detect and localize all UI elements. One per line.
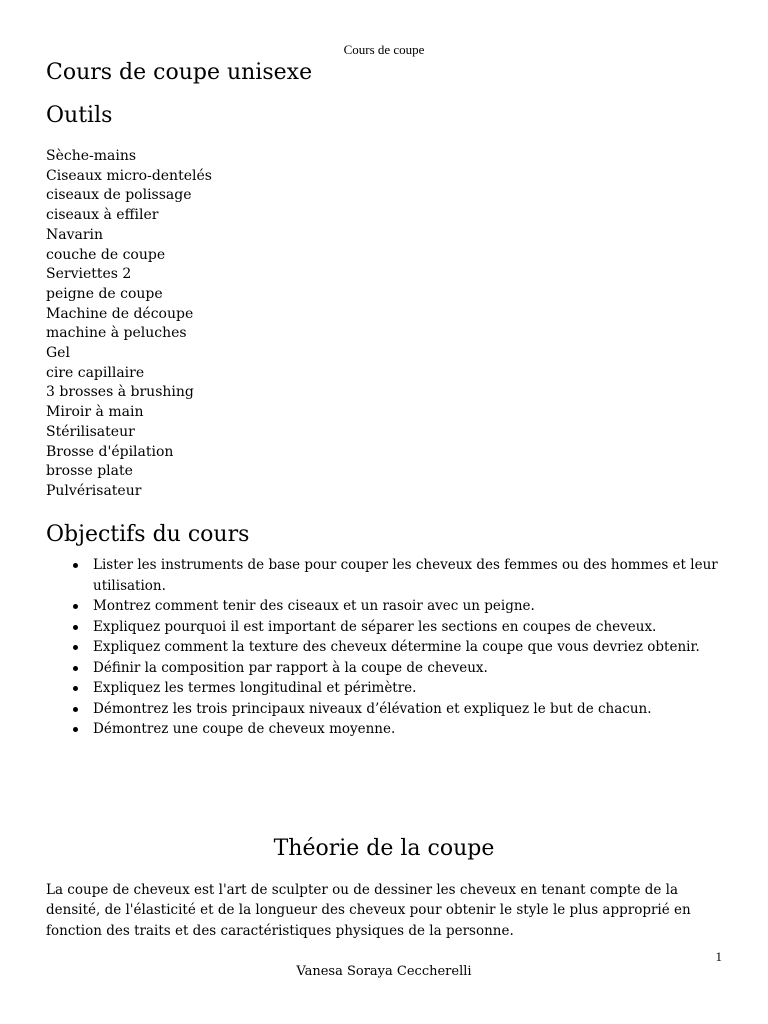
list-item: Démontrez une coupe de cheveux moyenne.	[93, 719, 733, 740]
list-item: Navarin	[46, 226, 104, 243]
tools-heading: Outils	[46, 103, 113, 128]
list-item: Lister les instruments de base pour couper les cheveux des femmes ou des hommes et leur utilisation.	[93, 555, 733, 596]
list-item: Montrez comment tenir des ciseaux et un rasoir avec un peigne.	[93, 596, 733, 617]
list-item: Ciseaux micro-dentelés	[46, 167, 212, 184]
list-item: Serviettes 2	[46, 266, 132, 283]
list-item: Gel	[46, 345, 70, 362]
document-title: Cours de coupe unisexe	[46, 60, 313, 85]
list-item: Sèche-mains	[46, 148, 137, 164]
running-header: Cours de coupe	[343, 42, 425, 57]
list-item: Expliquez pourquoi il est important de séparer les sections en coupes de cheveux.	[93, 617, 733, 638]
list-item: ciseaux de polissage	[46, 187, 192, 204]
list-item: Stérilisateur	[46, 423, 135, 440]
theory-paragraph: La coupe de cheveux est l'art de sculpter ou de dessiner les cheveux en tenant compte de la densité, de l'élasticité et de la longueur des cheveux pour obtenir le style le plus approprié en fonction des traits et des caractéristiques physiques de la personne.	[46, 882, 691, 939]
list-item: cire capillaire	[46, 364, 145, 381]
list-item: Miroir à main	[46, 404, 144, 421]
list-item: couche de coupe	[46, 246, 166, 263]
list-item: machine à peluches	[46, 325, 187, 342]
list-item: Expliquez les termes longitudinal et périmètre.	[93, 678, 733, 699]
list-item: Machine de découpe	[46, 305, 194, 322]
objectives-heading: Objectifs du cours	[46, 522, 250, 547]
list-item: Expliquez comment la texture des cheveux détermine la coupe que vous devriez obtenir.	[93, 637, 733, 658]
objectives-list	[93, 555, 733, 740]
list-item: Définir la composition par rapport à la coupe de cheveux.	[93, 658, 733, 679]
list-item: brosse plate	[46, 463, 133, 480]
list-item: 3 brosses à brushing	[46, 384, 194, 401]
list-item: Démontrez les trois principaux niveaux d’élévation et expliquez le but de chacun.	[93, 699, 733, 720]
page-number: 1	[715, 949, 722, 964]
footer-author: Vanesa Soraya Ceccherelli	[296, 964, 472, 979]
list-item: Brosse d'épilation	[46, 443, 174, 460]
list-item: peigne de coupe	[46, 285, 163, 302]
list-item: Pulvérisateur	[46, 482, 142, 499]
tools-list	[46, 147, 212, 502]
theory-heading: Théorie de la coupe	[273, 836, 495, 861]
list-item: ciseaux à effiler	[46, 207, 159, 224]
